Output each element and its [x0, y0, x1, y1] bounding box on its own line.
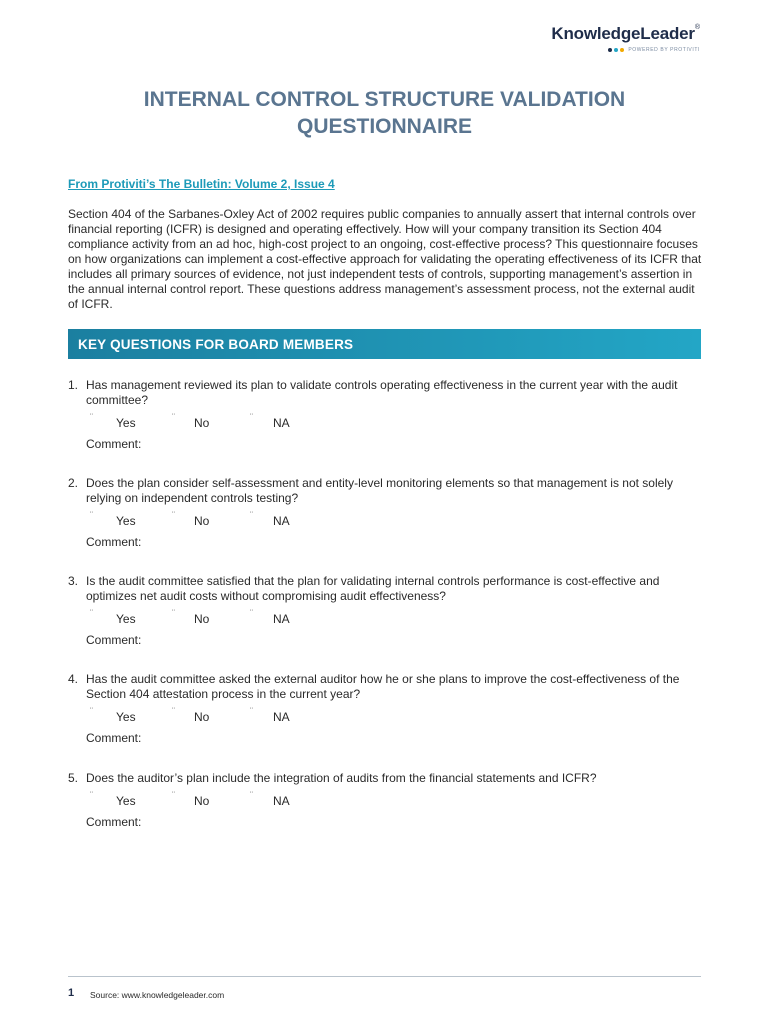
- question-number: 1.: [68, 378, 79, 392]
- checkbox-icon[interactable]: ¨: [90, 608, 93, 618]
- answer-options: ¨ Yes ¨ No ¨ NA: [90, 790, 290, 808]
- footer-source: Source: www.knowledgeleader.com: [90, 990, 225, 1000]
- question-text: Has the audit committee asked the external auditor how he or she plans to improve the cost-effectiveness of the Section 404 attestation process in the current year?: [86, 672, 680, 701]
- footer-divider: [68, 976, 701, 977]
- comment-label: Comment:: [86, 633, 142, 647]
- checkbox-icon[interactable]: ¨: [172, 412, 175, 422]
- checkbox-icon[interactable]: ¨: [250, 412, 253, 422]
- question-number: 5.: [68, 771, 79, 785]
- logo-powered-by: POWERED BY PROTIVITI: [628, 47, 700, 53]
- question-text: Has management reviewed its plan to validate controls operating effectiveness in the current year with the audit committee?: [86, 378, 678, 407]
- section-heading: KEY QUESTIONS FOR BOARD MEMBERS: [78, 336, 354, 352]
- question-text: Is the audit committee satisfied that the plan for validating internal controls performance is cost-effective and optimizes net audit costs without compromising audit effectiveness?: [86, 574, 660, 603]
- question-item: [68, 672, 702, 745]
- logo-trademark: ®: [694, 24, 700, 31]
- checkbox-icon[interactable]: ¨: [172, 608, 175, 618]
- logo-wordmark: KnowledgeLeader: [551, 24, 695, 43]
- title-line-1: INTERNAL CONTROL STRUCTURE VALIDATION: [143, 88, 626, 111]
- answer-options: ¨ Yes ¨ No ¨ NA: [90, 510, 290, 528]
- answer-options: ¨ Yes ¨ No ¨ NA: [90, 412, 290, 430]
- checkbox-icon[interactable]: ¨: [90, 412, 93, 422]
- question-number: 2.: [68, 476, 79, 490]
- question-item: [68, 378, 702, 451]
- checkbox-icon[interactable]: ¨: [90, 706, 93, 716]
- question-text: Does the auditor’s plan include the integration of audits from the financial statements and ICFR?: [86, 771, 597, 785]
- section-heading-bar: [68, 329, 701, 359]
- answer-options: ¨ Yes ¨ No ¨ NA: [90, 608, 290, 626]
- comment-label: Comment:: [86, 535, 142, 549]
- question-number: 3.: [68, 574, 79, 588]
- question-item: [68, 476, 702, 549]
- logo-dots-icon: [608, 48, 624, 52]
- checkbox-icon[interactable]: ¨: [172, 706, 175, 716]
- checkbox-icon[interactable]: ¨: [90, 790, 93, 800]
- question-text: Does the plan consider self-assessment and entity-level monitoring elements so that management is not solely relying on independent controls testing?: [86, 476, 673, 505]
- page-number: 1: [68, 987, 75, 999]
- source-link[interactable]: From Protiviti’s The Bulletin: Volume 2, Issue 4: [68, 177, 335, 191]
- answer-options: ¨ Yes ¨ No ¨ NA: [90, 706, 290, 724]
- question-number: 4.: [68, 672, 79, 686]
- question-item: [68, 574, 702, 647]
- checkbox-icon[interactable]: ¨: [250, 510, 253, 520]
- intro-paragraph: Section 404 of the Sarbanes-Oxley Act of 2002 requires public companies to annually assert that internal controls over financial reporting (ICFR) is designed and operating effectively. How will your company transition its Section 404 compliance activity from an ad hoc, high-cost project to an ongoing, cost-effective process? This questionnaire focuses on how organizations can implement a cost-effective approach for validating the operating effectiveness of its ICFR that includes all primary sources of evidence, not just independent tests of controls, supporting management’s assertion in the annual internal control report. These questions address management’s assessment process, not the external audit of ICFR.: [68, 207, 702, 311]
- checkbox-icon[interactable]: ¨: [90, 510, 93, 520]
- title-line-2: QUESTIONNAIRE: [296, 115, 472, 138]
- checkbox-icon[interactable]: ¨: [250, 790, 253, 800]
- checkbox-icon[interactable]: ¨: [172, 510, 175, 520]
- checkbox-icon[interactable]: ¨: [172, 790, 175, 800]
- comment-label: Comment:: [86, 815, 142, 829]
- question-item: [68, 771, 702, 829]
- checkbox-icon[interactable]: ¨: [250, 608, 253, 618]
- knowledgeleader-logo: [551, 24, 700, 53]
- comment-label: Comment:: [86, 437, 142, 451]
- document-title: [68, 86, 701, 140]
- checkbox-icon[interactable]: ¨: [250, 706, 253, 716]
- comment-label: Comment:: [86, 731, 142, 745]
